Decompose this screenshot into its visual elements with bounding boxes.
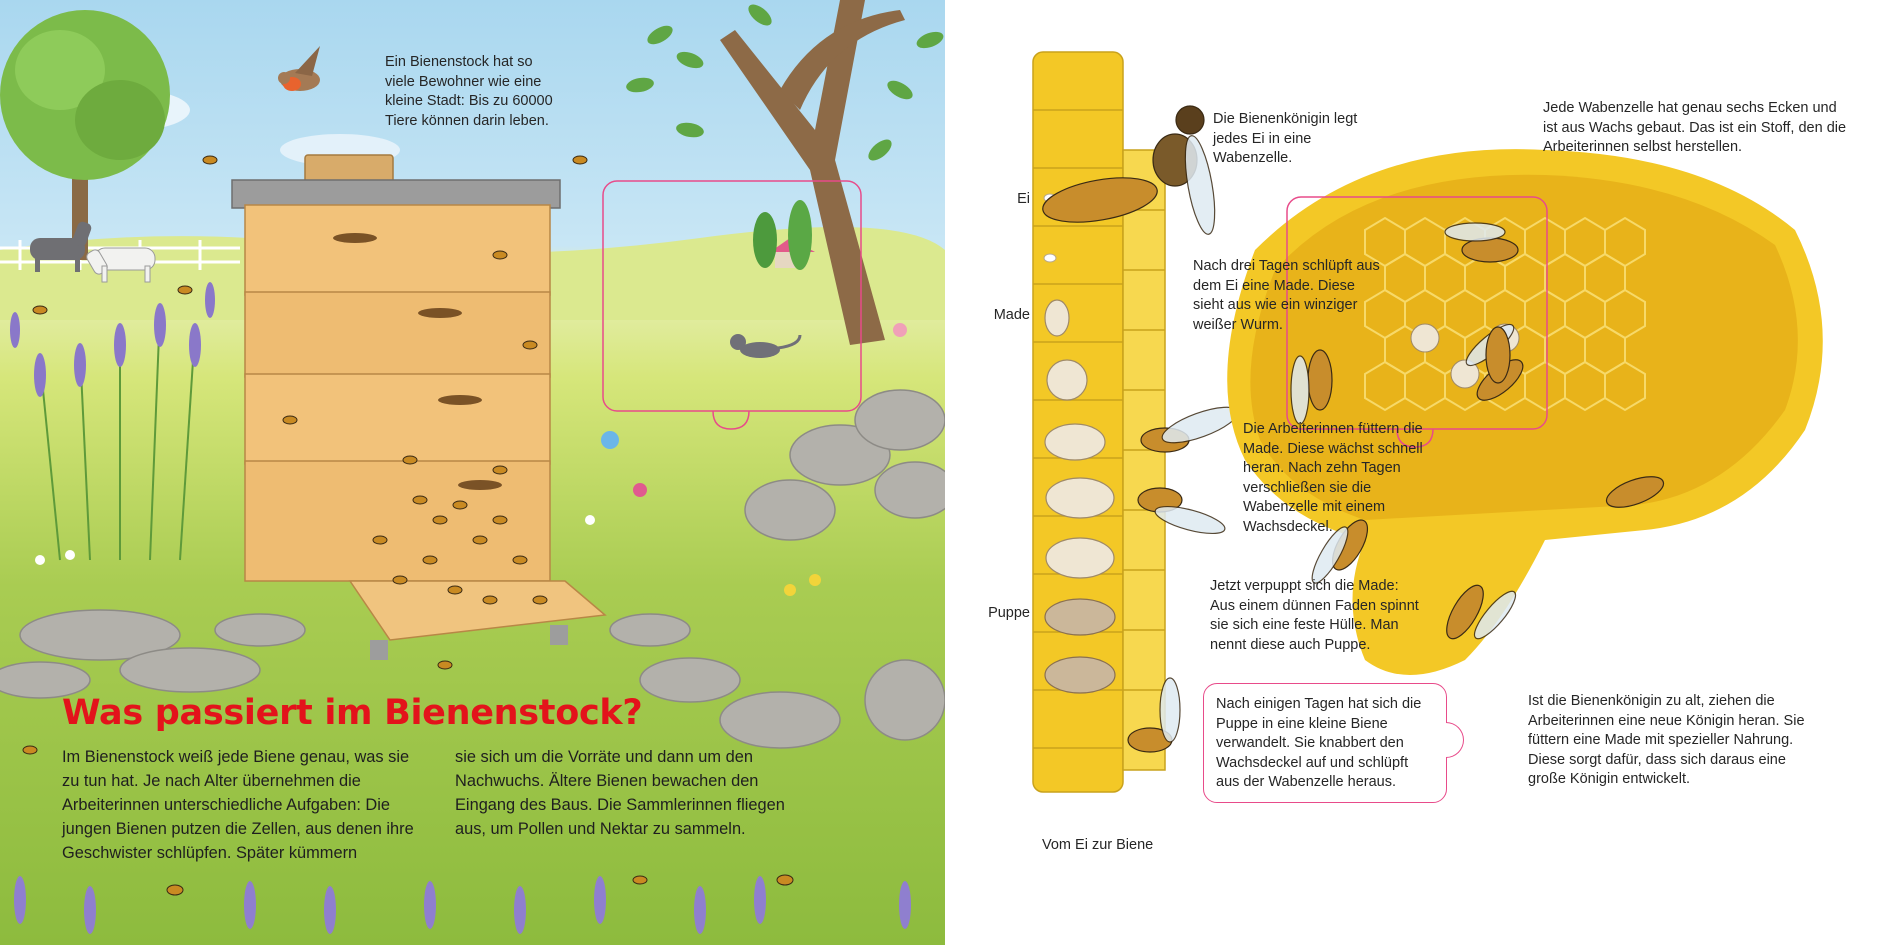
caption-new-queen: Ist die Bienenkönigin zu alt, ziehen die Arbeiterinnen eine neue Königin heran. Sie füttern eine Made mit spezieller Nahrung. Diese sorgt dafür, dass sich daraus eine große Königin entwickelt. — [1528, 693, 1805, 787]
caption-queen: Die Bienenkönigin legt jedes Ei in eine Wabenzelle. — [1213, 111, 1358, 166]
intro-text: Ein Bienenstock hat so viele Bewohner wie eine kleine Stadt: Bis zu 60000 Tiere können darin leben. — [385, 54, 553, 129]
diagram-caption: Vom Ei zur Biene — [1042, 837, 1154, 853]
label-egg: Ei — [1017, 191, 1030, 207]
caption-feeding: Die Arbeiterinnen füttern die Made. Diese wächst schnell heran. Nach zehn Tagen verschließen sie die Wabenzelle mit einem Wachsdeckel. — [1243, 421, 1423, 535]
callout-hatch — [1203, 683, 1447, 803]
caption-pupa: Jetzt verpuppt sich die Made: Aus einem dünnen Faden spinnt sie sich eine feste Hülle. Man nennt diese auch Puppe. — [1210, 578, 1419, 653]
label-pupa: Puppe — [988, 605, 1030, 621]
robin-bird — [278, 46, 320, 91]
caption-comb: Jede Wabenzelle hat genau sechs Ecken und ist aus Wachs gebaut. Das ist ein Stoff, den die Arbeiterinnen selbst herstellen. — [1543, 100, 1847, 155]
body-text-column-2: sie sich um die Vorräte und dann um den Nachwuchs. Ältere Bienen bewachen den Eingang des Baus. Die Sammlerinnen fliegen aus, um Pollen und Nektar zu sammeln. — [455, 748, 785, 838]
label-larva: Made — [993, 307, 1030, 323]
caption-hatch: Nach einigen Tagen hat sich die Puppe in eine kleine Biene verwandelt. Sie knabbert den Wachsdeckel auf und schlüpft aus der Wabenzelle heraus. — [1216, 696, 1422, 790]
beehive — [232, 155, 605, 660]
right-page — [945, 0, 1890, 945]
page-title: Was passiert im Bienenstock? — [62, 693, 643, 733]
cat — [730, 334, 800, 358]
caption-larva: Nach drei Tagen schlüpft aus dem Ei eine Made. Diese sieht aus wie ein winziger weißer Wurm. — [1193, 258, 1380, 333]
body-text-column-1: Im Bienenstock weiß jede Biene genau, was sie zu tun hat. Je nach Alter übernehmen die Arbeiterinnen unterschiedliche Aufgaben: Die jungen Bienen putzen die Zellen, aus denen ihre Geschwister schlüpfen. Später kümmern — [62, 748, 414, 862]
